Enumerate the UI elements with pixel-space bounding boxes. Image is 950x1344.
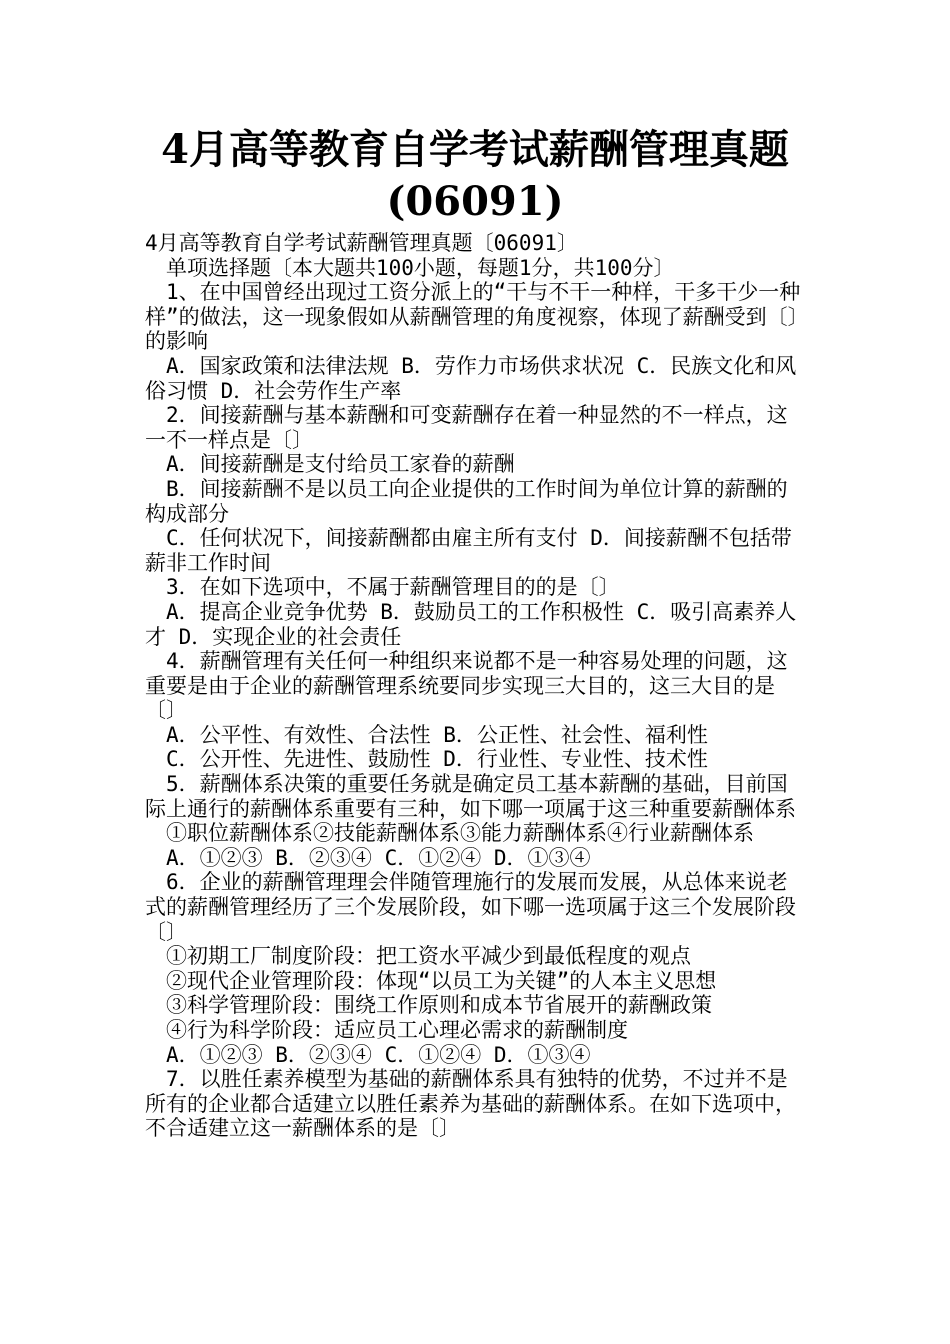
paragraph: 3．在如下选项中，不属于薪酬管理目的的是〔〕 — [166, 575, 620, 600]
paragraph: A．公平性、有效性、合法性 B．公正性、社会性、福利性 — [166, 722, 708, 747]
paragraph: ①职位薪酬体系②技能薪酬体系③能力薪酬体系④行业薪酬体系 — [166, 821, 754, 846]
title-line-2: (06091) — [386, 178, 564, 225]
paragraph: 4月高等教育自学考试薪酬管理真题〔06091〕 — [145, 231, 578, 255]
document-page — [145, 0, 805, 1141]
paragraph: 7．以胜任素养模型为基础的薪酬体系具有独特的优势，不过并不是所有的企业都合适建立以胜任素养为基础的薪酬体系。在如下选项中，不合适建立这一薪酬体系的是〔〕 — [145, 1067, 796, 1141]
paragraph: A．①②③ B．②③④ C．①②④ D．①③④ — [166, 845, 591, 870]
paragraph: A．提高企业竞争优势 B．鼓励员工的工作积极性 C．吸引高素养人才 D．实现企业的社会责任 — [145, 599, 797, 649]
document-title — [145, 0, 805, 228]
paragraph: A．间接薪酬是支付给员工家眷的薪酬 — [166, 452, 515, 477]
paragraph: A．①②③ B．②③④ C．①②④ D．①③④ — [166, 1042, 591, 1067]
paragraph: ①初期工厂制度阶段：把工资水平减少到最低程度的观点 — [166, 944, 691, 969]
paragraph: ③科学管理阶段：围绕工作原则和成本节省展开的薪酬政策 — [166, 993, 712, 1018]
paragraph: 5．薪酬体系决策的重要任务就是确定员工基本薪酬的基础，目前国际上通行的薪酬体系重要有三种，如下哪一项属于这三种重要薪酬体系 — [145, 772, 796, 821]
paragraph: C．公开性、先进性、鼓励性 D．行业性、专业性、技术性 — [166, 747, 708, 772]
paragraph: 单项选择题〔本大题共100小题，每题1分，共100分〕 — [166, 255, 675, 280]
paragraph: 1、在中国曾经出现过工资分派上的“干与不干一种样，干多干少一种样”的做法，这一现象假如从薪酬管理的角度视察，体现了薪酬受到〔〕的影响 — [145, 280, 801, 354]
document-body — [145, 231, 805, 1141]
paragraph: A．国家政策和法律法规 B．劳作力市场供求状况 C．民族文化和风俗习惯 D．社会劳作生产率 — [145, 353, 797, 403]
paragraph: ②现代企业管理阶段：体现“以员工为关键”的人本主义思想 — [166, 968, 717, 993]
paragraph: 2．间接薪酬与基本薪酬和可变薪酬存在着一种显然的不一样点，这一不一样点是〔〕 — [145, 403, 788, 452]
paragraph: B．间接薪酬不是以员工向企业提供的工作时间为单位计算的薪酬的构成部分 — [145, 476, 788, 526]
paragraph: 4．薪酬管理有关任何一种组织来说都不是一种容易处理的问题，这重要是由于企业的薪酬管理系统要同步实现三大目的，这三大目的是〔〕 — [145, 649, 788, 723]
paragraph: 6．企业的薪酬管理理会伴随管理施行的发展而发展，从总体来说老式的薪酬管理经历了三个发展阶段，如下哪一选项属于这三个发展阶段〔〕 — [145, 870, 796, 944]
title-line-1: 4月高等教育自学考试薪酬管理真题 — [161, 126, 789, 173]
paragraph: ④行为科学阶段：适应员工心理必需求的薪酬制度 — [166, 1018, 628, 1042]
paragraph: C．任何状况下，间接薪酬都由雇主所有支付 D．间接薪酬不包括带薪非工作时间 — [145, 526, 792, 575]
